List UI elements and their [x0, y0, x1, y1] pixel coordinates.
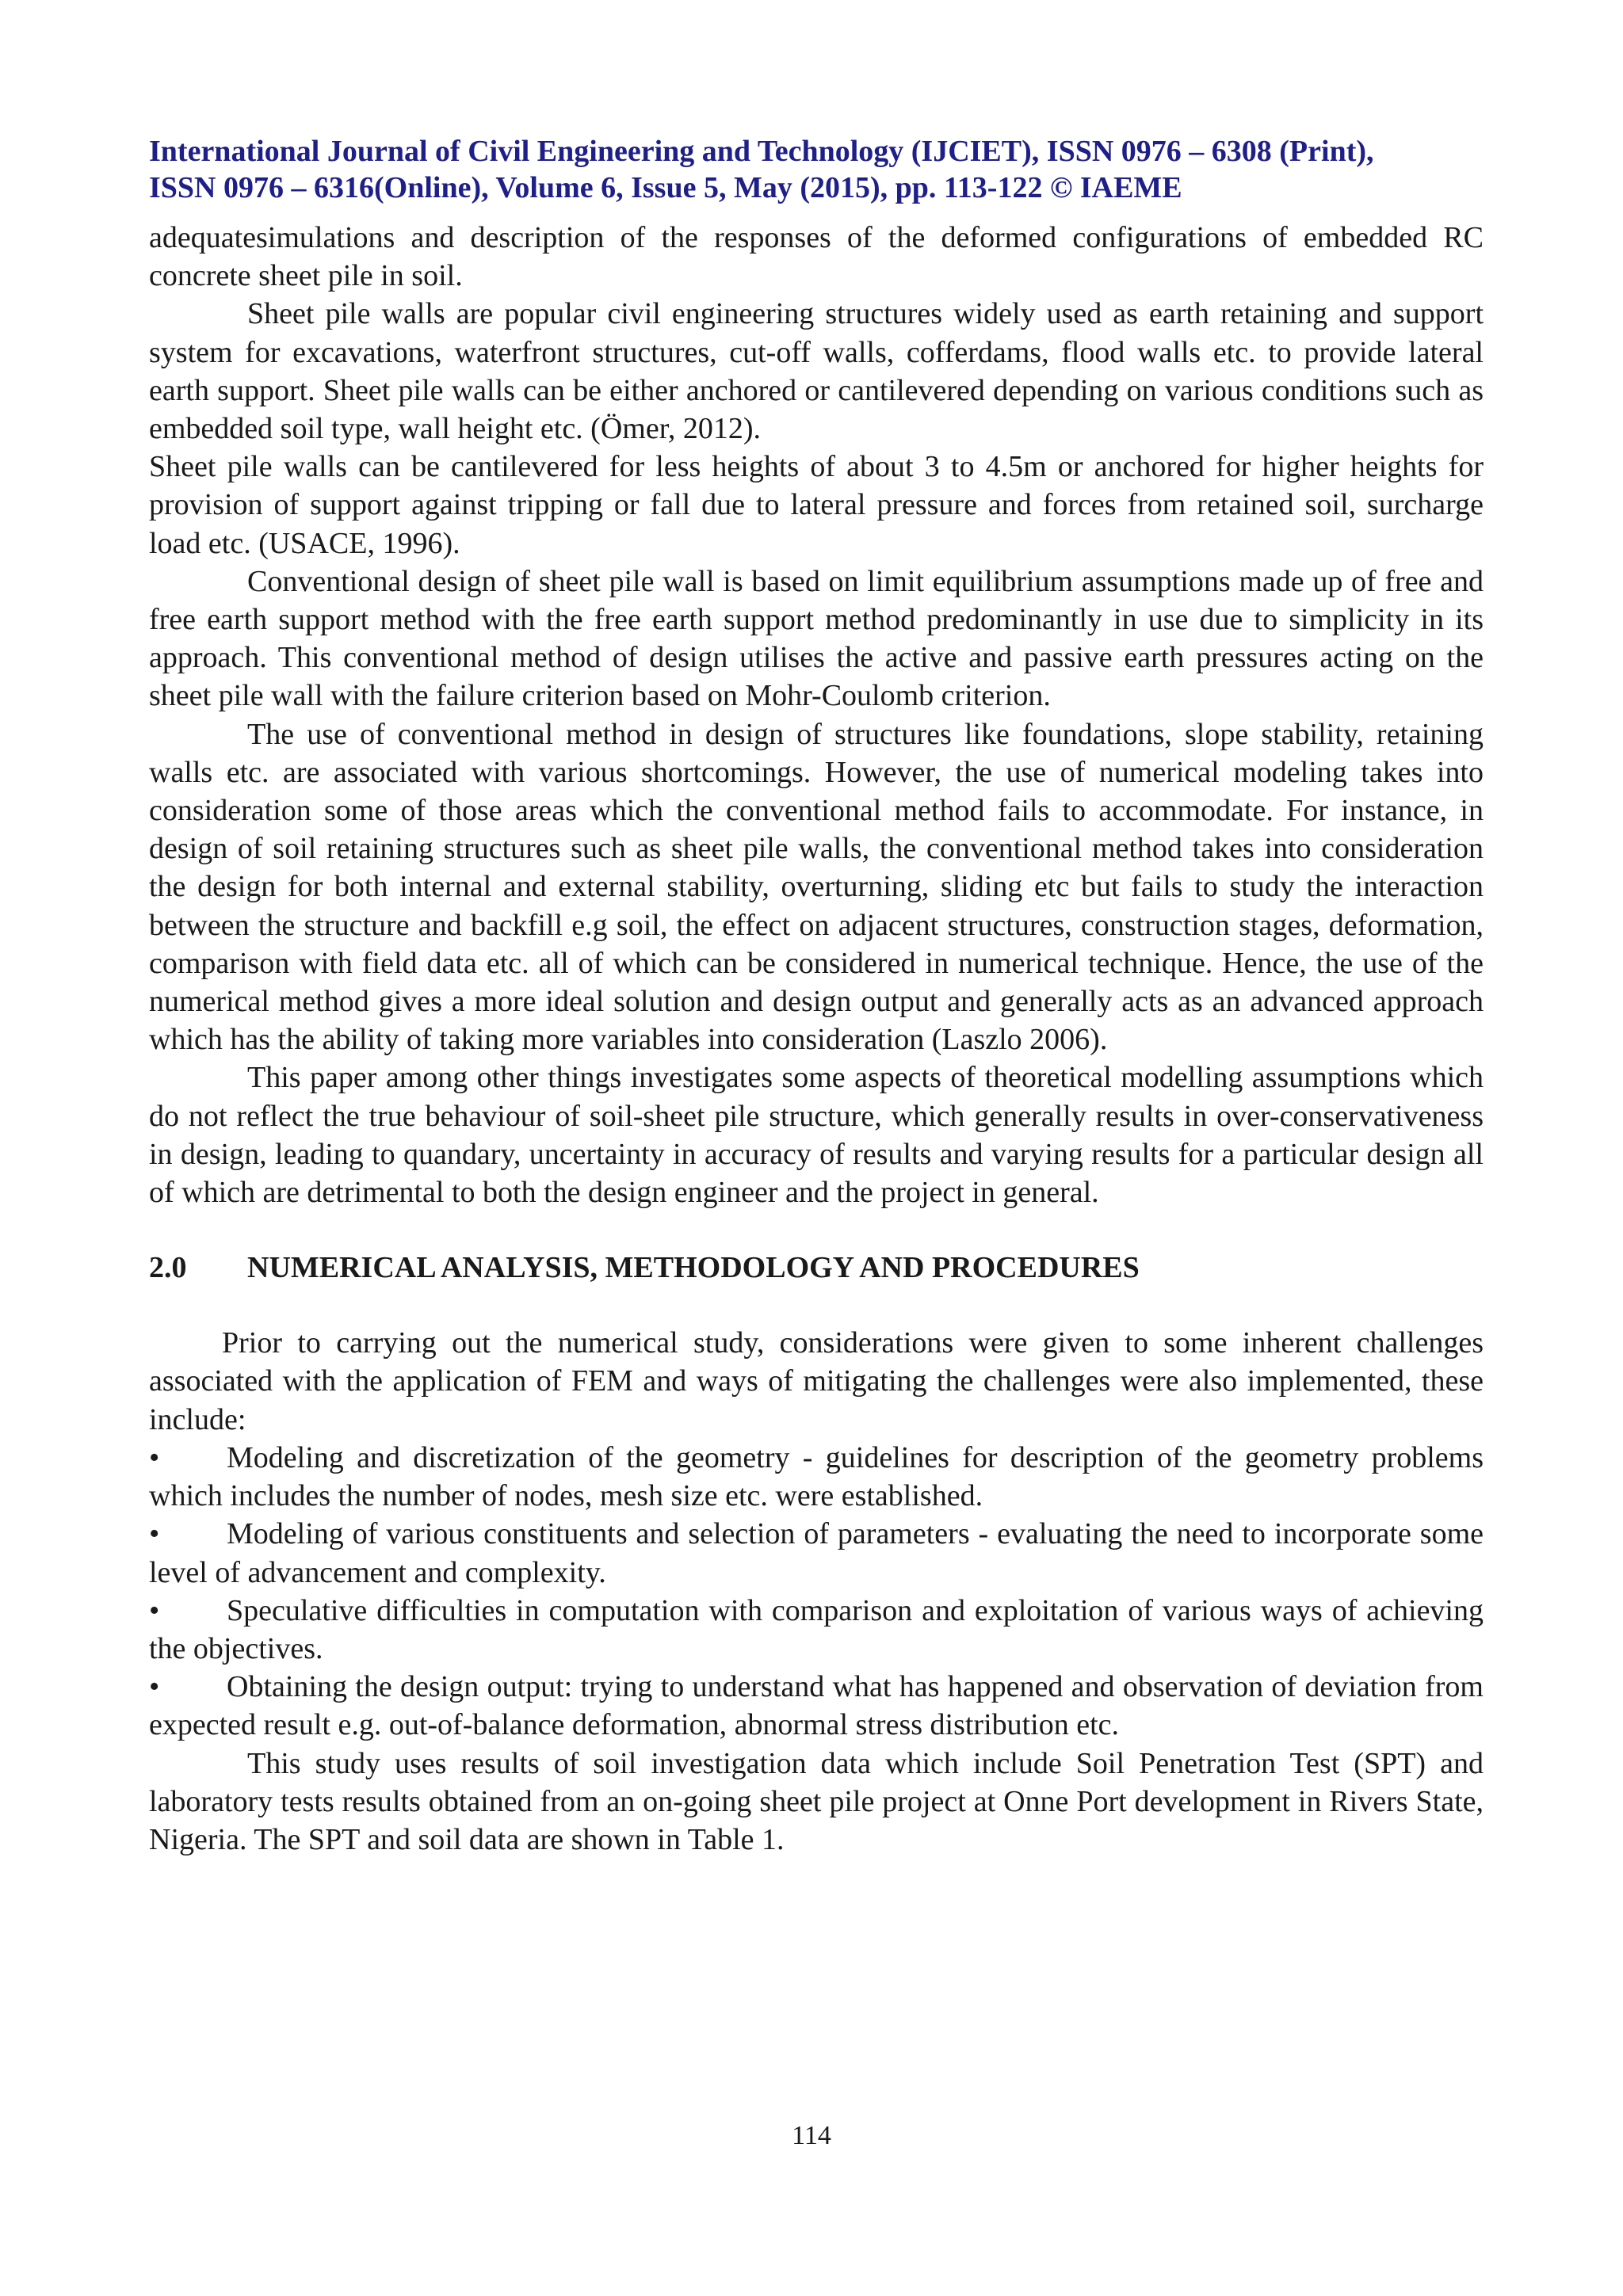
section-intro-paragraph: Prior to carrying out the numerical study, considerations were given to some inherent challenges associated with the application of FEM and ways of mitigating the challenges were also implemented, these include: — [149, 1326, 1484, 1436]
page-number: 114 — [792, 2121, 831, 2150]
section-number: 2.0 — [149, 1251, 187, 1285]
paragraph-cantilevered: Sheet pile walls can be cantilevered for less heights of about 3 to 4.5m or anchored for higher heights for provision of support against tripping or fall due to lateral pressure and forces from retained soil, surcharge load etc. (USACE, 1996). — [149, 450, 1484, 560]
page-content — [149, 133, 1484, 1859]
paragraph-conventional-design: Conventional design of sheet pile wall is based on limit equilibrium assumptions made up of free and free earth support method with the free earth support method predominantly in use due to simplicity in its approach. This conventional method of design utilises the active and passive earth pressures acting on the sheet pile wall with the failure criterion based on Mohr-Coulomb criterion. — [149, 564, 1484, 713]
journal-header-line-2: ISSN 0976 – 6316(Online), Volume 6, Issue 5, May (2015), pp. 113-122 © IAEME — [149, 171, 1182, 204]
list-item — [149, 1515, 1484, 1591]
list-item — [149, 1439, 1484, 1515]
section-heading — [149, 1249, 1484, 1286]
paragraph-continuation: adequatesimulations and description of the responses of the deformed configurations of embedded RC concrete sheet pile in soil. — [149, 221, 1484, 293]
list-item — [149, 1592, 1484, 1668]
bullet-icon: • — [149, 1593, 160, 1627]
list-item-text: Modeling of various constituents and selection of parameters - evaluating the need to incorporate some level of advancement and complexity. — [149, 1517, 1484, 1589]
list-item-text: Obtaining the design output: trying to understand what has happened and observation of deviation from expected result e.g. out-of-balance deformation, abnormal stress distribution etc. — [149, 1670, 1484, 1742]
challenges-list — [149, 1439, 1484, 1745]
journal-header-line-1: International Journal of Civil Engineering and Technology (IJCIET), ISSN 0976 – 6308 (Print), — [149, 135, 1374, 168]
list-item — [149, 1668, 1484, 1744]
list-item-text: Modeling and discretization of the geometry - guidelines for description of the geometry problems which includes the number of nodes, mesh size etc. were established. — [149, 1440, 1484, 1513]
paragraph-numerical-modeling: The use of conventional method in design of structures like foundations, slope stability, retaining walls etc. are associated with various shortcomings. However, the use of numerical modeling takes into consideration some of those areas which the conventional method fails to accommodate. For instance, in design of soil retaining structures such as sheet pile walls, the conventional method takes into consideration the design for both internal and external stability, overturning, sliding etc but fails to study the interaction between the structure and backfill e.g soil, the effect on adjacent structures, construction stages, deformation, comparison with field data etc. all of which can be considered in numerical technique. Hence, the use of the numerical method gives a more ideal solution and design output and generally acts as an advanced approach which has the ability of taking more variables into consideration (Laszlo 2006). — [149, 717, 1484, 1057]
bullet-icon: • — [149, 1670, 160, 1704]
bullet-icon: • — [149, 1517, 160, 1551]
bullet-icon: • — [149, 1440, 160, 1474]
paragraph-paper-scope: This paper among other things investigates some aspects of theoretical modelling assumptions which do not reflect the true behaviour of soil-sheet pile structure, which generally results in over-conservativeness in design, leading to quandary, uncertainty in accuracy of results and varying results for a particular design all of which are detrimental to both the design engineer and the project in general. — [149, 1061, 1484, 1210]
paragraph-study-data: This study uses results of soil investigation data which include Soil Penetration Test (SPT) and laboratory tests results obtained from an on-going sheet pile project at Onne Port development in Rivers State, Nigeria. The SPT and soil data are shown in Table 1. — [149, 1746, 1484, 1856]
list-item-text: Speculative difficulties in computation with comparison and exploitation of various ways of achieving the objectives. — [149, 1593, 1484, 1665]
paragraph-sheet-pile-walls: Sheet pile walls are popular civil engineering structures widely used as earth retaining and support system for excavations, waterfront structures, cut-off walls, cofferdams, flood walls etc. to provide lateral earth support. Sheet pile walls can be either anchored or cantilevered depending on various conditions such as embedded soil type, wall height etc. (Ömer, 2012). — [149, 297, 1484, 446]
journal-header — [149, 133, 1484, 206]
section-title: NUMERICAL ANALYSIS, METHODOLOGY AND PROCEDURES — [247, 1251, 1140, 1285]
